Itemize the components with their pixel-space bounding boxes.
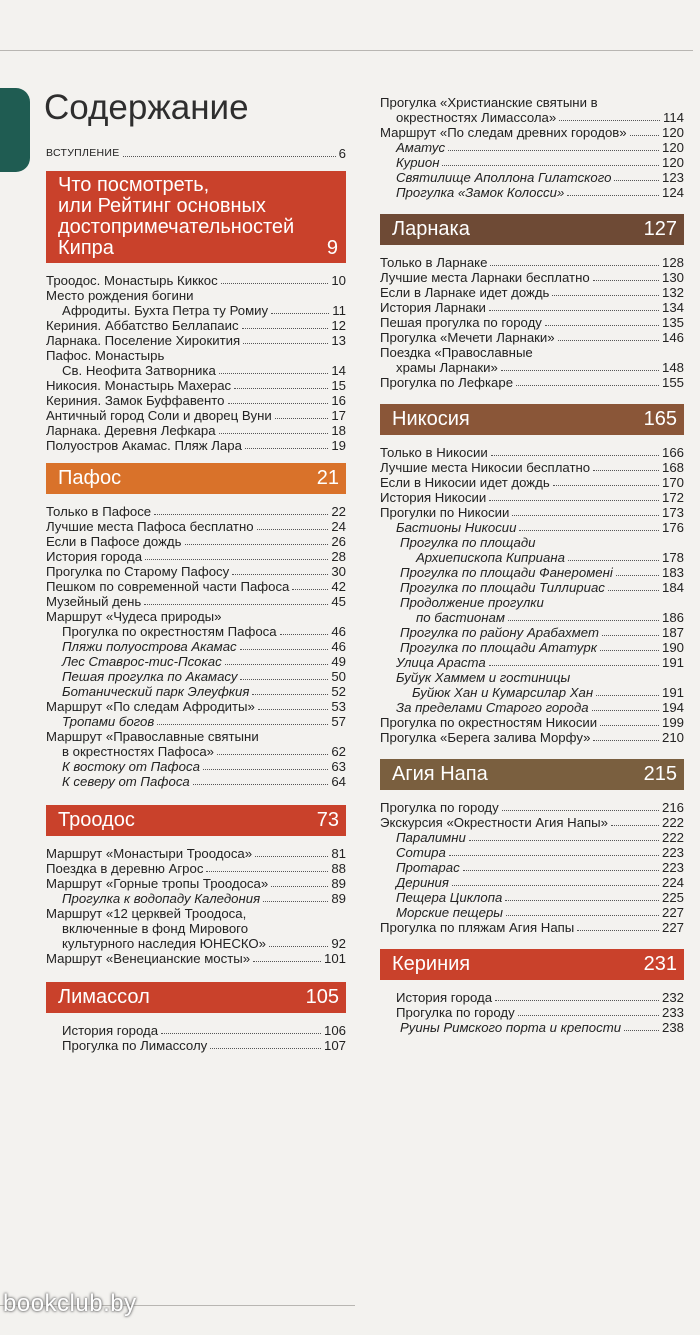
entry-page: 186 [661,610,684,625]
toc-entry[interactable] [46,549,346,564]
toc-entry-multiline[interactable] [46,729,346,744]
entry-page: 114 [662,110,684,125]
entry-label: Прогулка по окрестностям Никосии [380,715,598,730]
entry-page: 135 [661,315,684,330]
entry-label: Св. Неофита Затворника [62,363,216,378]
toc-entry-multiline[interactable] [380,95,684,110]
toc-entry[interactable] [380,920,684,935]
section-header-pafos[interactable] [46,463,346,494]
toc-subentry[interactable] [46,774,346,789]
toc-entry[interactable] [46,1038,346,1053]
toc-entry[interactable] [46,951,346,966]
toc-subentry[interactable] [380,520,684,535]
entry-label: Пешая прогулка по городу [380,315,542,330]
entry-label: Прогулка «Христианские святыни в [380,95,598,110]
entry-page: 106 [323,1023,346,1038]
entry-label: Прогулка по площади [400,535,536,550]
toc-subentry[interactable] [380,830,684,845]
toc-subentry[interactable] [46,624,346,639]
entry-label: Прогулка к водопаду Каледония [62,891,261,906]
entry-page: 222 [661,830,684,845]
toc-entry[interactable] [380,490,684,505]
section-title: Лимассол [58,986,150,1008]
section-title-line: Кипра [58,237,114,259]
entry-page: 184 [661,580,684,595]
entry-label: окрестностях Лимассола» [396,110,557,125]
toc-entry-cont[interactable] [46,363,346,378]
entry-label: Прогулка «Замок Колосси» [396,185,565,200]
toc-subentry[interactable] [380,565,684,580]
entry-page: 81 [331,846,346,861]
entry-page: 120 [661,140,684,155]
toc-entry[interactable] [380,375,684,390]
entry-label: Бастионы Никосии [396,520,517,535]
toc-subentry[interactable] [46,759,346,774]
entry-page: 89 [331,876,346,891]
entry-page: 224 [661,875,684,890]
entry-label: Античный город Соли и дворец Вуни [46,408,272,423]
toc-entry[interactable] [380,1005,684,1020]
entry-label: культурного наследия ЮНЕСКО» [62,936,266,951]
entry-page: 130 [661,270,684,285]
section-title: Никосия [392,408,470,430]
entry-label: Лес Ставрос-тис-Псокас [62,654,222,669]
entry-page: 223 [661,860,684,875]
toc-subentry[interactable] [46,639,346,654]
toc-entry-route[interactable] [46,609,346,624]
entry-page: 155 [661,375,684,390]
entry-label: Прогулка по окрестностям Пафоса [62,624,277,639]
toc-entry-multiline[interactable] [46,288,346,303]
entry-page: 30 [331,564,346,579]
entry-label: Морские пещеры [396,905,503,920]
entry-label: Протарас [396,860,460,875]
entry-label: Прогулка по городу [380,800,499,815]
toc-subentry[interactable] [380,875,684,890]
toc-entry[interactable] [46,1023,346,1038]
toc-subentry[interactable] [380,640,684,655]
toc-entry[interactable] [380,330,684,345]
toc-entry[interactable] [46,438,346,453]
entry-label: храмы Ларнаки» [396,360,498,375]
entry-label: Афродиты. Бухта Петра ту Ромиу [62,303,269,318]
entry-label: Маршрут «По следам древних городов» [380,125,627,140]
toc-entry[interactable] [46,318,346,333]
toc-entry[interactable] [380,800,684,815]
section-title-line: или Рейтинг основных [58,195,266,217]
entry-page: 134 [661,300,684,315]
entry-page: 57 [331,714,346,729]
entry-label: Прогулка «Мечети Ларнаки» [380,330,555,345]
toc-subentry[interactable] [380,625,684,640]
entry-label: Улица Араста [396,655,486,670]
section-page: 215 [643,763,677,785]
entry-page: 120 [661,125,684,140]
entry-label: Кериния. Аббатство Беллапаис [46,318,239,333]
entry-label: Прогулка по пляжам Агия Напы [380,920,575,935]
entry-page: 63 [331,759,346,774]
toc-entry[interactable] [380,445,684,460]
entry-label: Маршрут «12 церквей Троодоса, [46,906,247,921]
toc-subentry[interactable] [380,1020,684,1035]
section-title: Пафос [58,467,122,489]
section-title-line: достопримечательностей [58,216,295,238]
entry-label: История города [62,1023,159,1038]
entry-label: Полуостров Акамас. Пляж Лара [46,438,242,453]
entry-label: Прогулка по площади Тиллириас [400,580,605,595]
entry-page: 92 [331,936,346,951]
entry-label: Пешая прогулка по Акамасу [62,669,238,684]
entry-page: 183 [661,565,684,580]
toc-entry[interactable] [46,423,346,438]
toc-subentry[interactable] [380,185,684,200]
entry-label: Прогулка по Лимассолу [62,1038,208,1053]
entry-label: по бастионам [416,610,505,625]
toc-entry[interactable] [46,564,346,579]
section-title: Кериния [392,953,471,975]
toc-entry[interactable] [46,378,346,393]
toc-entry[interactable] [46,504,346,519]
entry-label: Прогулки по Никосии [380,505,510,520]
toc-subentry-cont[interactable] [380,685,684,700]
entry-label: Только в Ларнаке [380,255,488,270]
site-watermark: bookclub.by [3,1290,137,1317]
entry-label: История Ларнаки [380,300,486,315]
entry-label: Лучшие места Пафоса бесплатно [46,519,254,534]
section-page: 127 [643,218,677,240]
toc-entry[interactable] [380,125,684,140]
entry-label: Музейный день [46,594,142,609]
toc-entry[interactable] [380,270,684,285]
entry-label: Маршрут «Монастыри Троодоса» [46,846,253,861]
entry-label: Маршрут «Горные тропы Троодоса» [46,876,269,891]
entry-label: Курион [396,155,440,170]
entry-page: 28 [331,549,346,564]
entry-label: Маршрут «Православные святыни [46,729,259,744]
toc-subentry[interactable] [46,684,346,699]
entry-label: Поездка в деревню Агрос [46,861,204,876]
toc-entry[interactable] [380,460,684,475]
chapter-tab-marker [0,88,30,172]
toc-entry[interactable] [380,990,684,1005]
toc-entry[interactable] [380,300,684,315]
toc-right-column [380,95,684,1035]
entry-label: Ларнака. Деревня Лефкара [46,423,216,438]
entry-page: 172 [661,490,684,505]
entry-page: 173 [661,505,684,520]
entry-page: 16 [331,393,346,408]
entry-label: Никосия. Монастырь Махерас [46,378,232,393]
entry-label: Ларнака. Поселение Хирокития [46,333,241,348]
entry-label: Пляжи полуострова Акамас [62,639,237,654]
toc-entry[interactable] [46,408,346,423]
entry-page: 89 [331,891,346,906]
toc-entry-multiline[interactable] [46,906,346,921]
entry-page: 227 [661,905,684,920]
toc-entry[interactable] [46,534,346,549]
entry-label: Паралимни [396,830,466,845]
toc-subentry-multiline[interactable] [380,670,684,685]
toc-subentry[interactable] [380,905,684,920]
page-title: Содержание [44,88,249,127]
entry-label: включенные в фонд Мирового [62,921,249,936]
entry-page: 14 [331,363,346,378]
entry-label: Троодос. Монастырь Киккос [46,273,218,288]
entry-page: 15 [331,378,346,393]
entry-page: 210 [661,730,684,745]
section-title: Ларнака [392,218,470,240]
toc-subentry[interactable] [380,155,684,170]
entry-page: 178 [661,550,684,565]
toc-entry-cont[interactable] [380,360,684,375]
entry-page: 11 [332,303,346,318]
entry-page: 176 [661,520,684,535]
entry-page: 46 [331,624,346,639]
section-page: 73 [316,809,339,831]
toc-subentry-multiline[interactable] [380,595,684,610]
entry-label: Руины Римского порта и крепости [400,1020,622,1035]
entry-label: История города [396,990,493,1005]
section-header-limassol[interactable] [46,982,346,1013]
entry-page: 191 [661,655,684,670]
toc-subentry-multiline[interactable] [380,535,684,550]
entry-page: 50 [331,669,346,684]
entry-label: Архиепископа Киприана [416,550,565,565]
toc-subentry[interactable] [46,654,346,669]
entry-label: Пафос. Монастырь [46,348,165,363]
entry-page: 216 [661,800,684,815]
entry-page: 146 [661,330,684,345]
toc-entry[interactable] [46,846,346,861]
toc-subentry[interactable] [46,669,346,684]
entry-page: 19 [331,438,346,453]
section-page: 231 [643,953,677,975]
section-page: 105 [305,986,339,1008]
entry-page: 18 [331,423,346,438]
toc-entry[interactable] [380,255,684,270]
section-title: Агия Напа [392,763,488,785]
entry-page: 26 [331,534,346,549]
entry-label: Прогулка «Берега залива Морфу» [380,730,591,745]
entry-page: 120 [661,155,684,170]
toc-entry[interactable] [380,715,684,730]
entry-page: 17 [331,408,346,423]
entry-page: 232 [661,990,684,1005]
toc-entry-intro[interactable] [46,144,346,161]
entry-page: 128 [661,255,684,270]
top-rule [0,50,693,51]
entry-page: 13 [331,333,346,348]
entry-label: Только в Никосии [380,445,488,460]
entry-label: в окрестностях Пафоса» [62,744,214,759]
entry-page: 238 [661,1020,684,1035]
toc-entry[interactable] [46,876,346,891]
entry-page: 62 [331,744,346,759]
entry-label: Пешком по современной части Пафоса [46,579,290,594]
toc-subentry[interactable] [380,860,684,875]
section-header-top-sights[interactable] [46,171,346,263]
entry-page: 64 [331,774,346,789]
section-header-troodos[interactable] [46,805,346,836]
entry-page: 199 [661,715,684,730]
section-title: Троодос [58,809,135,831]
entry-page: 132 [661,285,684,300]
entry-label: Если в Никосии идет дождь [380,475,550,490]
toc-subentry[interactable] [380,890,684,905]
entry-page: 166 [661,445,684,460]
toc-entry-cont[interactable] [46,303,346,318]
entry-label: Лучшие места Ларнаки бесплатно [380,270,590,285]
entry-label: Экскурсия «Окрестности Агия Напы» [380,815,608,830]
entry-page: 170 [661,475,684,490]
entry-page: 191 [661,685,684,700]
toc-subentry[interactable] [380,655,684,670]
entry-page: 45 [331,594,346,609]
toc-entry-cont[interactable] [46,744,346,759]
toc-entry[interactable] [46,519,346,534]
entry-label: Прогулка по площади Ататурк [400,640,597,655]
toc-left-column [46,144,346,1053]
section-header-agia-napa[interactable] [380,759,684,790]
entry-label: История Никосии [380,490,487,505]
entry-page: 194 [661,700,684,715]
entry-page: 49 [331,654,346,669]
entry-label: Лучшие места Никосии бесплатно [380,460,591,475]
toc-entry[interactable] [46,579,346,594]
entry-page: 107 [323,1038,346,1053]
entry-label: Только в Пафосе [46,504,152,519]
toc-entry-multiline[interactable] [46,348,346,363]
entry-page: 42 [331,579,346,594]
entry-page: 124 [661,185,684,200]
entry-page: 190 [661,640,684,655]
entry-label: Прогулка по району Арабахмет [400,625,599,640]
entry-label: Поездка «Православные [380,345,533,360]
section-page: 21 [316,467,339,489]
entry-label: Прогулка по городу [396,1005,515,1020]
section-header-nicosia[interactable] [380,404,684,435]
entry-page: 168 [661,460,684,475]
entry-label: Дериния [396,875,449,890]
section-page: 9 [326,237,338,259]
toc-entry[interactable] [46,861,346,876]
toc-entry[interactable] [46,699,346,714]
section-header-kerinia[interactable] [380,949,684,980]
toc-entry[interactable] [46,333,346,348]
entry-page: 10 [331,273,346,288]
toc-entry[interactable] [380,505,684,520]
entry-label: Буйук Хаммем и гостиницы [396,670,571,685]
entry-page: 148 [661,360,684,375]
toc-subentry[interactable] [46,891,346,906]
entry-label: Прогулка по площади Фанероменi [400,565,613,580]
entry-page: 123 [661,170,684,185]
entry-label: ВСТУПЛЕНИЕ [46,147,120,159]
entry-label: История города [46,549,143,564]
toc-subentry[interactable] [380,700,684,715]
entry-page: 225 [661,890,684,905]
entry-page: 223 [661,845,684,860]
entry-label: Маршрут «По следам Афродиты» [46,699,255,714]
entry-label: Продолжение прогулки [400,595,544,610]
toc-entry[interactable] [380,315,684,330]
entry-label: Аматус [396,140,446,155]
entry-label: Прогулка по Лефкаре [380,375,514,390]
toc-entry-cont[interactable] [46,921,346,936]
toc-entry[interactable] [46,393,346,408]
toc-entry[interactable] [380,730,684,745]
toc-subentry[interactable] [380,140,684,155]
entry-label: Буйюк Хан и Кумарсилар Хан [412,685,594,700]
toc-entry[interactable] [380,475,684,490]
entry-label: К северу от Пафоса [62,774,190,789]
entry-label: Если в Пафосе дождь [46,534,182,549]
toc-entry-multiline[interactable] [380,345,684,360]
toc-entry[interactable] [46,594,346,609]
entry-label: Тропами богов [62,714,155,729]
entry-label: Сотира [396,845,446,860]
entry-page: 187 [661,625,684,640]
entry-page: 22 [331,504,346,519]
entry-label: Прогулка по Старому Пафосу [46,564,230,579]
entry-label: К востоку от Пафоса [62,759,200,774]
entry-page: 88 [331,861,346,876]
toc-entry[interactable] [380,815,684,830]
entry-page: 52 [331,684,346,699]
entry-page: 101 [323,951,346,966]
entry-label: Маршрут «Венецианские мосты» [46,951,251,966]
entry-page: 46 [331,639,346,654]
entry-label: Ботанический парк Элеуфкия [62,684,250,699]
entry-page: 233 [661,1005,684,1020]
entry-page: 12 [331,318,346,333]
section-header-larnaka[interactable] [380,214,684,245]
toc-subentry-cont[interactable] [380,610,684,625]
entry-label: Пещера Циклопа [396,890,503,905]
toc-entry-cont[interactable] [380,110,684,125]
section-title-line: Что посмотреть, [58,174,210,196]
entry-label: Маршрут «Чудеса природы» [46,609,222,624]
toc-subentry[interactable] [46,714,346,729]
toc-subentry-cont[interactable] [380,550,684,565]
toc-subentry[interactable] [380,170,684,185]
toc-subentry[interactable] [380,580,684,595]
entry-label: За пределами Старого города [396,700,589,715]
entry-page: 222 [661,815,684,830]
entry-page: 53 [331,699,346,714]
entry-page: 24 [331,519,346,534]
toc-subentry[interactable] [380,845,684,860]
toc-entry-cont[interactable] [46,936,346,951]
entry-label: Святилище Аполлона Гилатского [396,170,612,185]
toc-entry[interactable] [380,285,684,300]
entry-label: Кериния. Замок Буффавенто [46,393,225,408]
entry-label: Если в Ларнаке идет дождь [380,285,550,300]
entry-page: 6 [338,146,346,161]
entry-page: 227 [661,920,684,935]
toc-entry[interactable] [46,273,346,288]
entry-label: Место рождения богини [46,288,194,303]
section-page: 165 [643,408,677,430]
